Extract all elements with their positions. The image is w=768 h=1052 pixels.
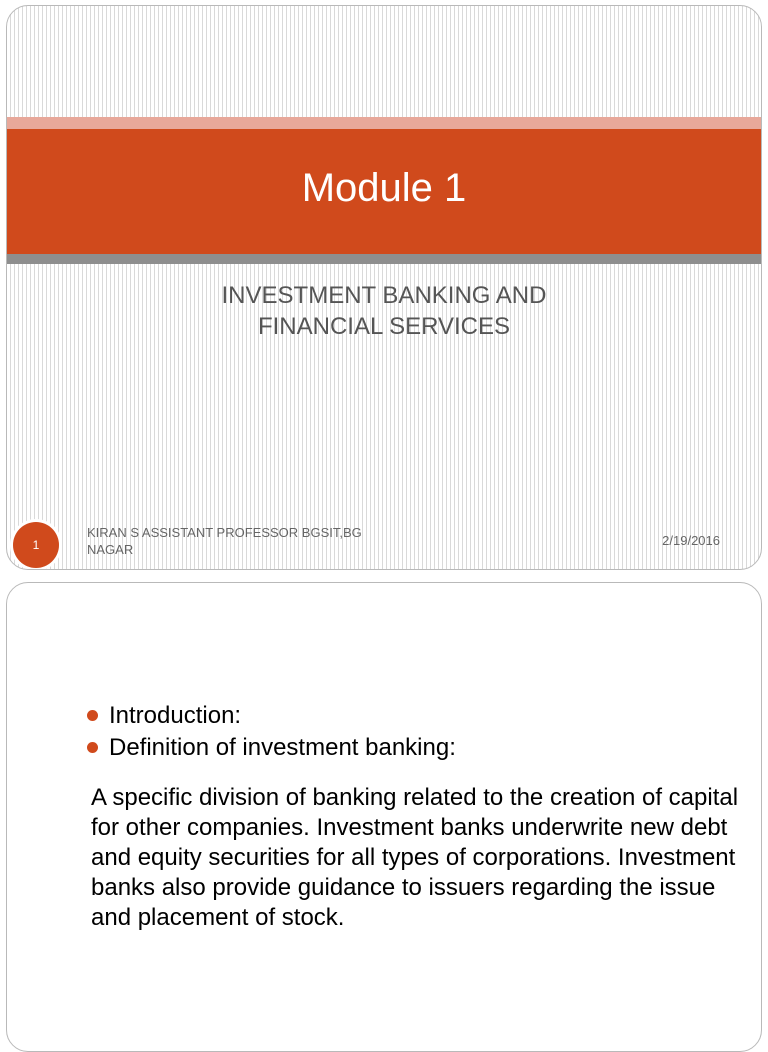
bullet-list bbox=[83, 700, 743, 764]
slide-title: Module 1 bbox=[301, 166, 467, 210]
author-line: KIRAN S ASSISTANT PROFESSOR BGSIT,BG bbox=[87, 525, 362, 540]
accent-stripe-bottom bbox=[7, 254, 761, 264]
subtitle-line: FINANCIAL SERVICES bbox=[257, 313, 511, 340]
bullet-dot-icon bbox=[87, 742, 98, 753]
slide-subtitle bbox=[7, 280, 761, 342]
bullet-text: Definition of investment banking: bbox=[109, 734, 456, 761]
footer-author bbox=[87, 524, 427, 558]
page-number: 1 bbox=[32, 538, 40, 552]
accent-stripe-top bbox=[7, 117, 761, 129]
author-line: NAGAR bbox=[87, 542, 134, 557]
subtitle-line: INVESTMENT BANKING AND bbox=[221, 282, 547, 309]
list-item bbox=[83, 732, 743, 764]
title-slide bbox=[6, 5, 762, 570]
definition-paragraph: A specific division of banking related to the creation of capital for other companies. Investment banks underwrite new debt and equity securities for all types of corporations. Investment banks also provide guidance to issuers regarding the issue and placement of stock. bbox=[91, 784, 739, 931]
bullet-text: Introduction: bbox=[109, 702, 242, 729]
bullet-dot-icon bbox=[87, 710, 98, 721]
footer-date: 2/19/2016 bbox=[662, 533, 720, 548]
content-slide bbox=[6, 582, 762, 1052]
page-number-badge bbox=[13, 522, 59, 568]
list-item bbox=[83, 700, 743, 732]
title-band bbox=[7, 129, 761, 254]
